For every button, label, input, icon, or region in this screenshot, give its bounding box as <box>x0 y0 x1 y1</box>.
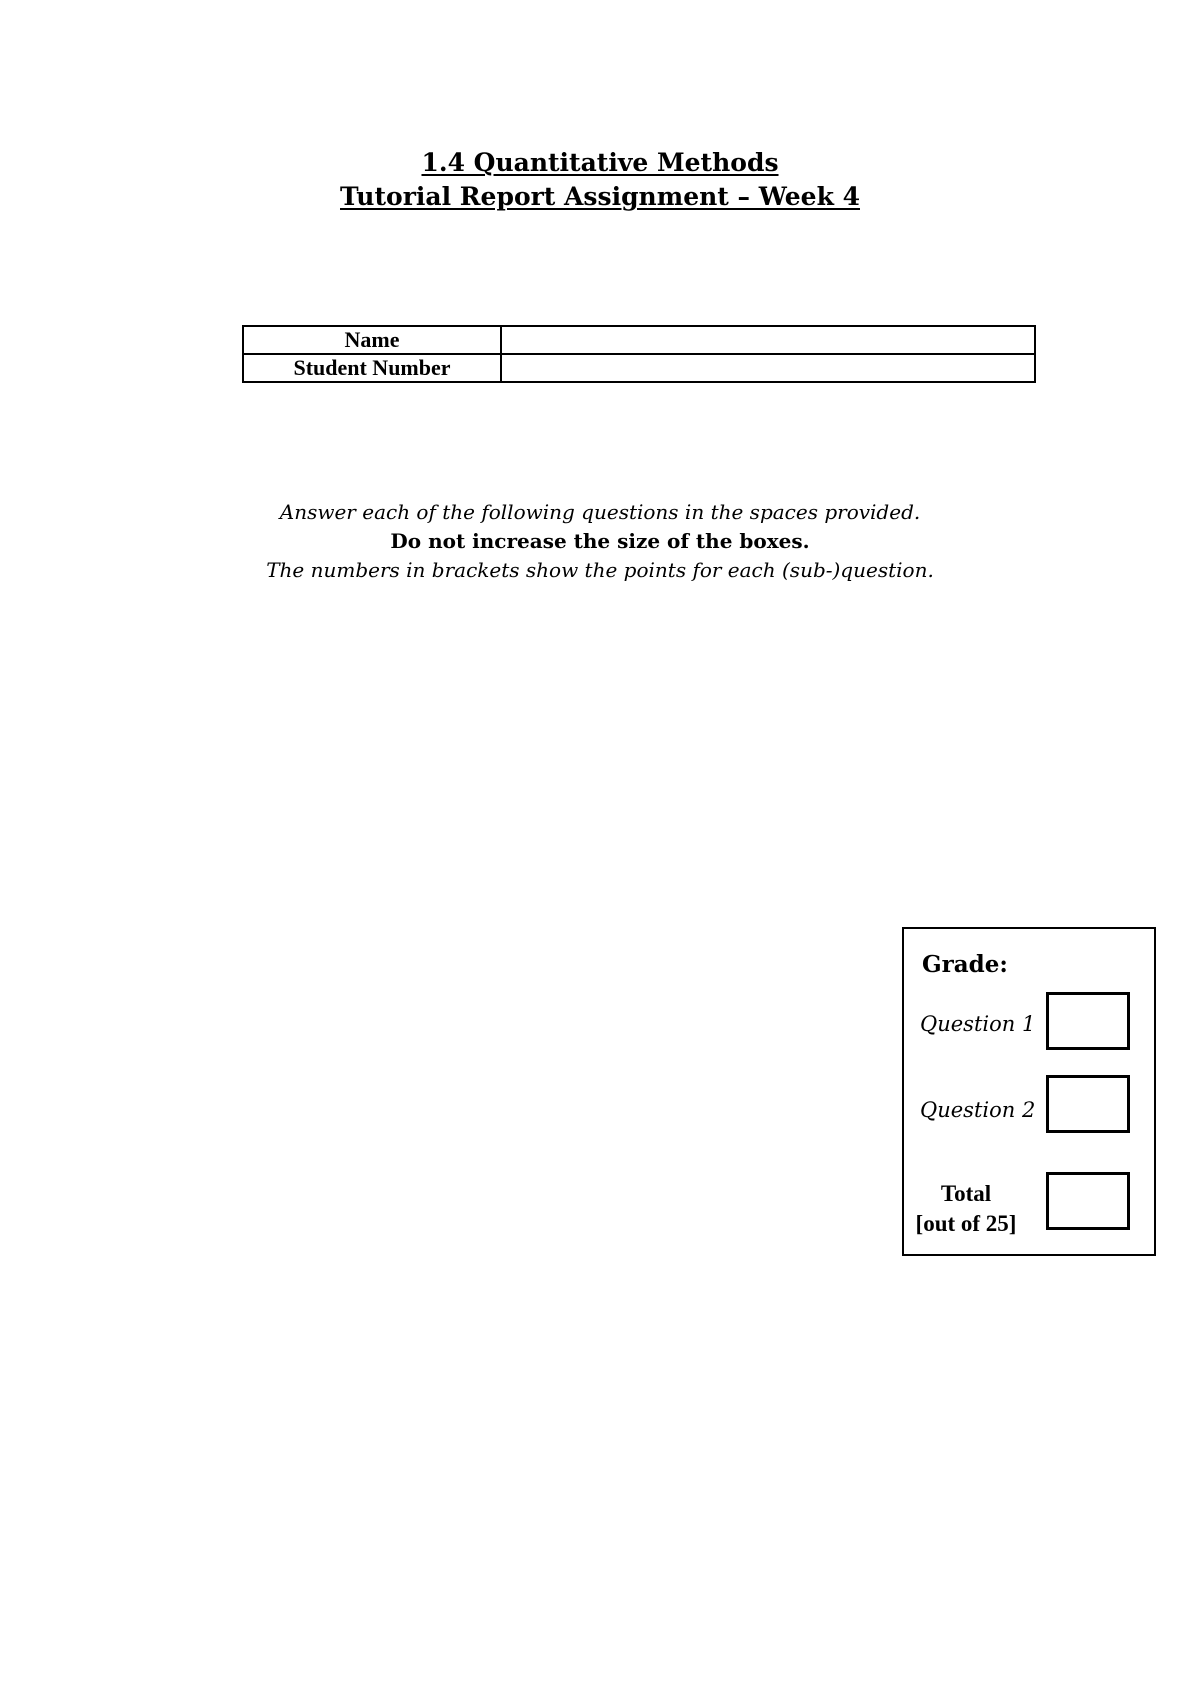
table-row-name <box>243 326 1035 354</box>
name-label: Name <box>243 326 501 354</box>
name-field[interactable] <box>501 326 1035 354</box>
document-title <box>0 146 1200 214</box>
student-number-label: Student Number <box>243 354 501 382</box>
question-2-score-box[interactable] <box>1046 1075 1130 1133</box>
assignment-title: Tutorial Report Assignment – Week 4 <box>340 182 860 211</box>
grade-title: Grade: <box>922 951 1008 978</box>
instructions <box>0 498 1200 585</box>
total-label-line-2: [out of 25] <box>915 1211 1017 1236</box>
question-1-score-box[interactable] <box>1046 992 1130 1050</box>
grade-box <box>902 927 1156 1256</box>
total-label <box>904 1179 1028 1239</box>
instruction-line-3: The numbers in brackets show the points for each (sub-)question. <box>266 558 934 582</box>
table-row-student-number <box>243 354 1035 382</box>
student-number-field[interactable] <box>501 354 1035 382</box>
student-info-table <box>242 325 1036 383</box>
question-1-label: Question 1 <box>920 1012 1036 1036</box>
instruction-line-1: Answer each of the following questions in the spaces provided. <box>279 500 921 524</box>
course-title: 1.4 Quantitative Methods <box>421 148 779 177</box>
question-2-label: Question 2 <box>920 1098 1036 1122</box>
total-label-line-1: Total <box>940 1181 992 1206</box>
instruction-line-2: Do not increase the size of the boxes. <box>390 529 810 553</box>
total-score-box[interactable] <box>1046 1172 1130 1230</box>
